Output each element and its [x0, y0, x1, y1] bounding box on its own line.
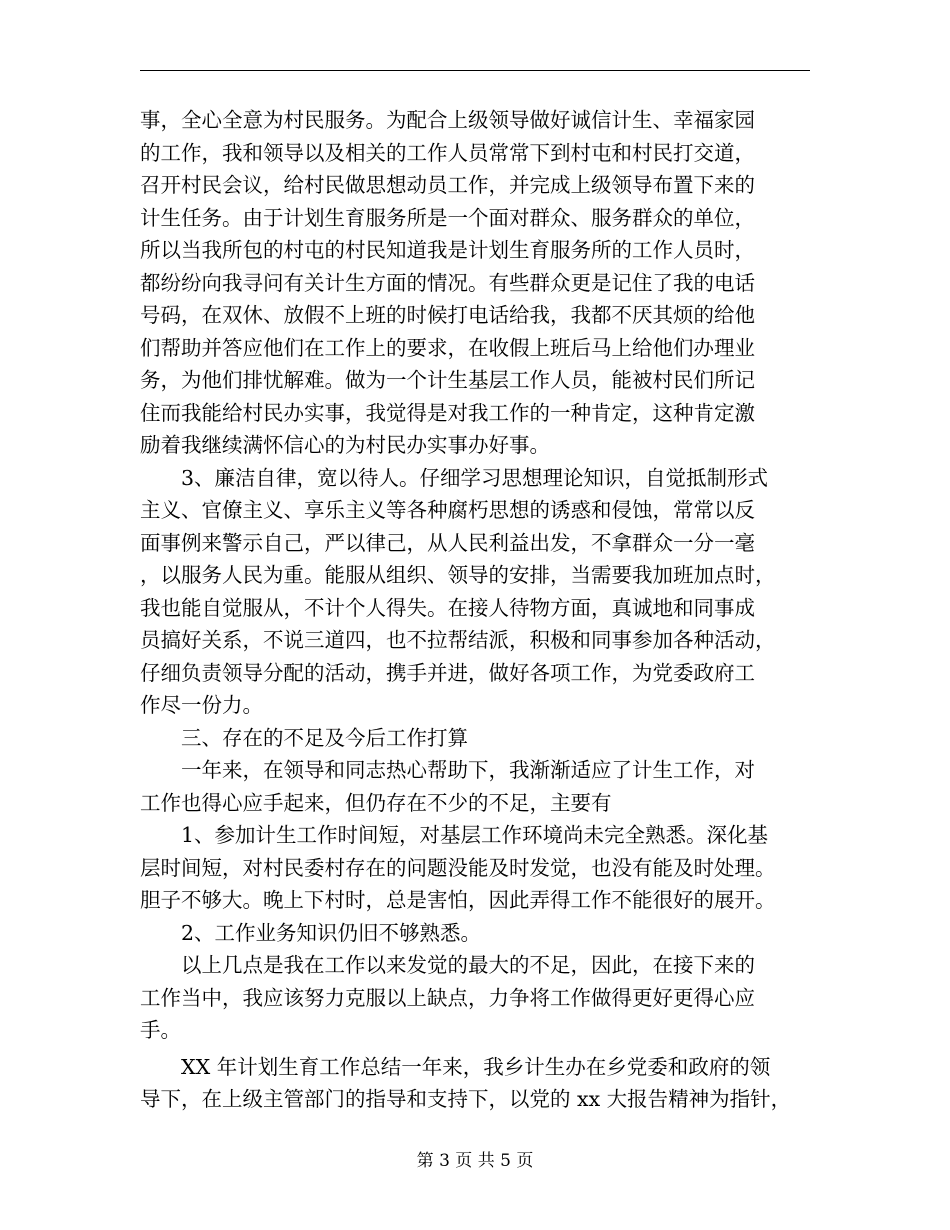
text-line: 手。	[140, 1018, 181, 1042]
text-line: 计生任务。由于计划生育服务所是一个面对群众、服务群众的单位，	[140, 205, 755, 230]
section-heading: 三、存在的不足及今后工作打算	[140, 725, 468, 750]
text-line: 主义、官僚主义、享乐主义等各种腐朽思想的诱惑和侵蚀，常常以反	[140, 498, 755, 522]
text-line: 的工作，我和领导以及相关的工作人员常常下到村屯和村民打交道，	[140, 140, 755, 165]
text-line: 工作也得心应手起来，但仍存在不少的不足，主要有	[140, 790, 612, 815]
text-line: 号码，在双休、放假不上班的时候打电话给我，我都不厌其烦的给他	[140, 303, 755, 327]
text-line: 召开村民会议，给村民做思想动员工作，并完成上级领导布置下来的	[140, 173, 755, 197]
text-line: 2、工作业务知识仍旧不够熟悉。	[140, 920, 482, 945]
text-line: 胆子不够大。晚上下村时，总是害怕，因此弄得工作不能很好的展开。	[140, 888, 776, 912]
text-line: 导下，在上级主管部门的指导和支持下，以党的 xx 大报告精神为指针，	[140, 1087, 792, 1111]
text-line: 作尽一份力。	[140, 693, 263, 717]
text-line: 住而我能给村民办实事，我觉得是对我工作的一种肯定，这种肯定激	[140, 400, 755, 425]
text-line: 以上几点是我在工作以来发觉的最大的不足，因此，在接下来的	[140, 953, 755, 977]
text-line: 层时间短，对村民委村存在的问题没能及时发觉，也没有能及时处理。	[140, 855, 776, 880]
text-line: 我也能自觉服从，不计个人得失。在接人待物方面，真诚地和同事成	[140, 595, 755, 620]
text-line: 励着我继续满怀信心的为村民办实事办好事。	[140, 433, 550, 457]
text-line: 1、参加计生工作时间短，对基层工作环境尚未完全熟悉。深化基	[140, 823, 769, 847]
text-line: 面事例来警示自己，严以律己，从人民利益出发，不拿群众一分一毫	[140, 530, 755, 555]
text-line: 事，全心全意为村民服务。为配合上级领导做好诚信计生、幸福家园	[140, 108, 755, 132]
text-line: XX 年计划生育工作总结一年来，我乡计生办在乡党委和政府的领	[140, 1054, 771, 1079]
text-line: 3、廉洁自律，宽以待人。仔细学习思想理论知识，自觉抵制形式	[140, 465, 769, 490]
text-line: 务，为他们排忧解难。做为一个计生基层工作人员，能被村民们所记	[140, 368, 755, 392]
text-line: 工作当中，我应该努力克服以上缺点，力争将工作做得更好更得心应	[140, 985, 755, 1010]
text-line: 员搞好关系，不说三道四，也不拉帮结派，积极和同事参加各种活动，	[140, 628, 776, 652]
text-line: 仔细负责领导分配的活动，携手并进，做好各项工作，为党委政府工	[140, 660, 755, 685]
text-line: 们帮助并答应他们在工作上的要求，在收假上班后马上给他们办理业	[140, 335, 755, 360]
text-line: 一年来，在领导和同志热心帮助下，我渐渐适应了计生工作，对	[140, 758, 755, 782]
text-line: 所以当我所包的村屯的村民知道我是计划生育服务所的工作人员时，	[140, 238, 755, 262]
document-body	[140, 104, 820, 1116]
text-line: ，以服务人民为重。能服从组织、领导的安排，当需要我加班加点时，	[140, 563, 776, 587]
header-rule	[140, 70, 810, 71]
page-number: 第 3 页 共 5 页	[416, 1151, 534, 1171]
text-line: 都纷纷向我寻问有关计生方面的情况。有些群众更是记住了我的电话	[140, 270, 755, 295]
